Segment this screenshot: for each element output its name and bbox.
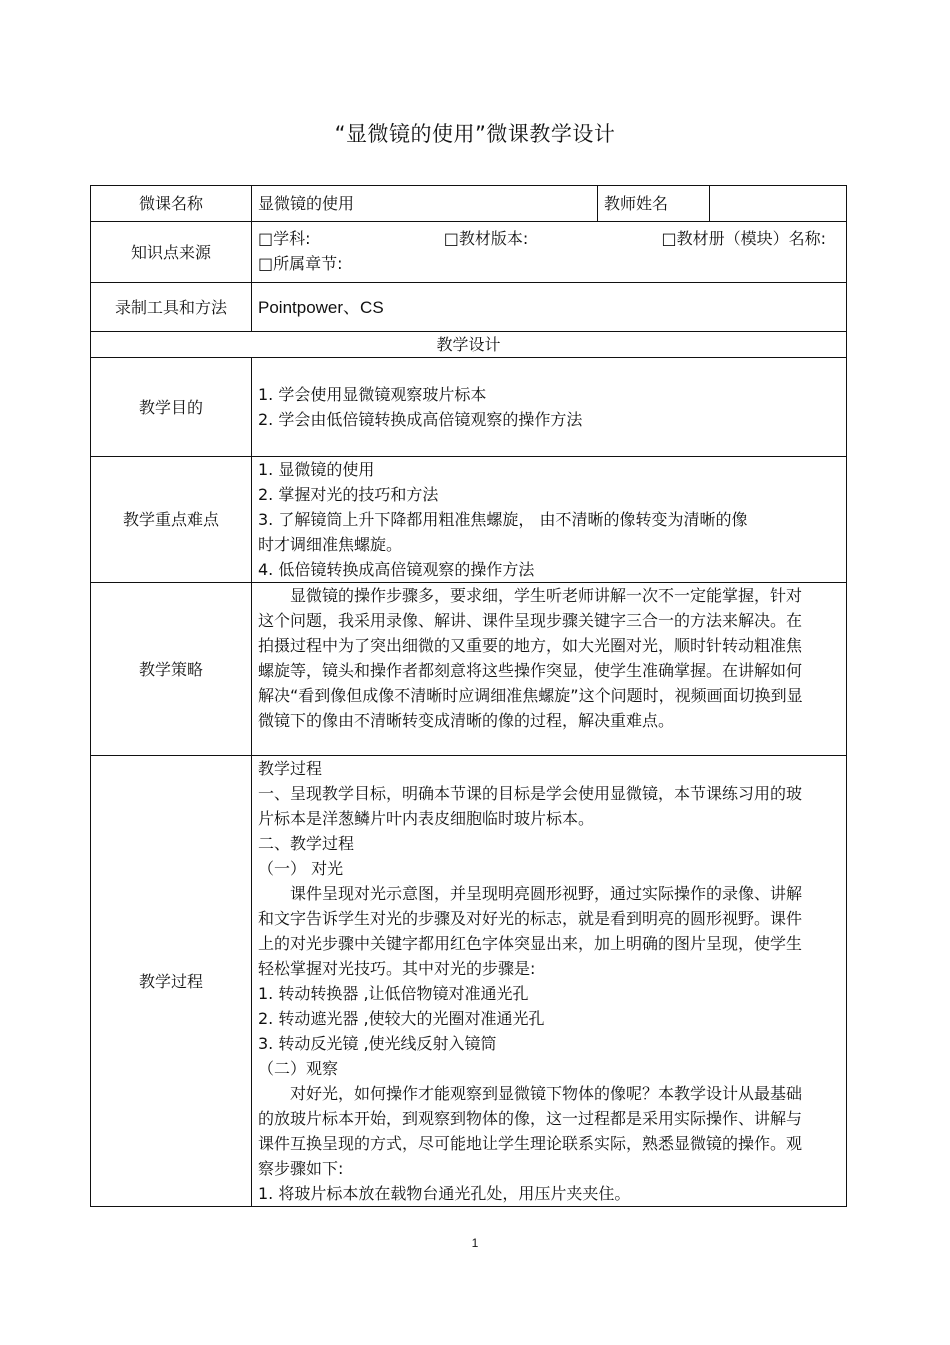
goal-line: 2. 学会由低倍镜转换成高倍镜观察的操作方法 xyxy=(258,410,583,429)
teaching-design-header-row xyxy=(91,332,847,358)
key-points-row xyxy=(91,457,847,583)
key-point-line: 3. 了解镜筒上升下降都用粗准焦螺旋， 由不清晰的像转变为清晰的像 xyxy=(258,510,748,529)
teaching-strategy-row xyxy=(91,583,847,756)
teaching-process-content xyxy=(252,756,847,1207)
process-line: （二）观察 xyxy=(258,1059,339,1078)
recording-tool-value: Pointpower、CS xyxy=(252,283,847,332)
course-name-row xyxy=(91,186,847,222)
key-point-line: 时才调细准焦螺旋。 xyxy=(258,535,403,554)
teacher-name-value xyxy=(710,186,847,222)
teaching-process-label: 教学过程 xyxy=(91,756,252,1207)
knowledge-source-content xyxy=(252,222,847,283)
process-line: 二、教学过程 xyxy=(258,834,355,853)
chapter-checkbox-label: □所属章节: xyxy=(258,254,343,273)
process-line: 1. 转动转换器 ,让低倍物镜对准通光孔 xyxy=(258,984,529,1003)
teaching-goal-content xyxy=(252,358,847,457)
process-line: 1. 将玻片标本放在载物台通光孔处，用压片夹夹住。 xyxy=(258,1184,631,1203)
lesson-design-table xyxy=(90,185,847,1207)
teaching-design-header: 教学设计 xyxy=(91,332,847,358)
key-point-line: 4. 低倍镜转换成高倍镜观察的操作方法 xyxy=(258,560,535,579)
key-point-line: 2. 掌握对光的技巧和方法 xyxy=(258,485,439,504)
teacher-name-label: 教师姓名 xyxy=(598,186,710,222)
page-title: “显微镜的使用”微课教学设计 xyxy=(334,122,616,146)
course-name-label: 微课名称 xyxy=(91,186,252,222)
teaching-goal-label: 教学目的 xyxy=(91,358,252,457)
recording-tool-label: 录制工具和方法 xyxy=(91,283,252,332)
process-line: 教学过程 xyxy=(258,759,323,778)
knowledge-source-row xyxy=(91,222,847,283)
key-points-content xyxy=(252,457,847,583)
knowledge-source-label: 知识点来源 xyxy=(91,222,252,283)
volume-checkbox-label: □教材册（模块）名称: xyxy=(661,229,826,248)
teaching-process-row xyxy=(91,756,847,1207)
course-name-value: 显微镜的使用 xyxy=(252,186,598,222)
process-line: （一） 对光 xyxy=(258,859,344,878)
process-line: 课件呈现对光示意图，并呈现明亮圆形视野，通过实际操作的录像、讲解和文字告诉学生对光的步骤及对好光的标志，就是看到明亮的圆形视野。课件上的对光步骤中关键字都用红色字体突显出来，加上明确的图片呈现，使学生轻松掌握对光技巧。其中对光的步骤是: xyxy=(258,884,803,978)
teaching-goal-row xyxy=(91,358,847,457)
strategy-paragraph: 显微镜的操作步骤多，要求细，学生听老师讲解一次不一定能掌握，针对这个问题，我采用录像、解讲、课件呈现步骤关键字三合一的方法来解决。在拍摄过程中为了突出细微的又重要的地方，如大光圈对光，顺时针转动粗准焦螺旋等，镜头和操作者都刻意将这些操作突显，使学生准确掌握。在讲解如何解决“看到像但成像不清晰时应调细准焦螺旋”这个问题时，视频画面切换到显微镜下的像由不清晰转变成清晰的像的过程，解决重难点。 xyxy=(258,586,803,730)
key-points-label: 教学重点难点 xyxy=(91,457,252,583)
teaching-strategy-label: 教学策略 xyxy=(91,583,252,756)
goal-line: 1. 学会使用显微镜观察玻片标本 xyxy=(258,385,487,404)
recording-tool-row xyxy=(91,283,847,332)
process-line: 对好光，如何操作才能观察到显微镜下物体的像呢？本教学设计从最基础的放玻片标本开始，到观察到物体的像，这一过程都是采用实际操作、讲解与课件互换呈现的方式，尽可能地让学生理论联系实际，熟悉显微镜的操作。观察步骤如下: xyxy=(258,1084,803,1178)
subject-checkbox-label: □学科: xyxy=(258,229,311,248)
key-point-line: 1. 显微镜的使用 xyxy=(258,460,375,479)
process-line: 3. 转动反光镜 ,使光线反射入镜筒 xyxy=(258,1034,497,1053)
edition-checkbox-label: □教材版本: xyxy=(443,229,529,248)
page-number: 1 xyxy=(471,1236,479,1250)
teaching-strategy-content xyxy=(252,583,847,756)
process-line: 2. 转动遮光器 ,使较大的光圈对准通光孔 xyxy=(258,1009,545,1028)
process-line: 一、呈现教学目标，明确本节课的目标是学会使用显微镜，本节课练习用的玻片标本是洋葱鳞片叶内表皮细胞临时玻片标本。 xyxy=(258,784,803,828)
